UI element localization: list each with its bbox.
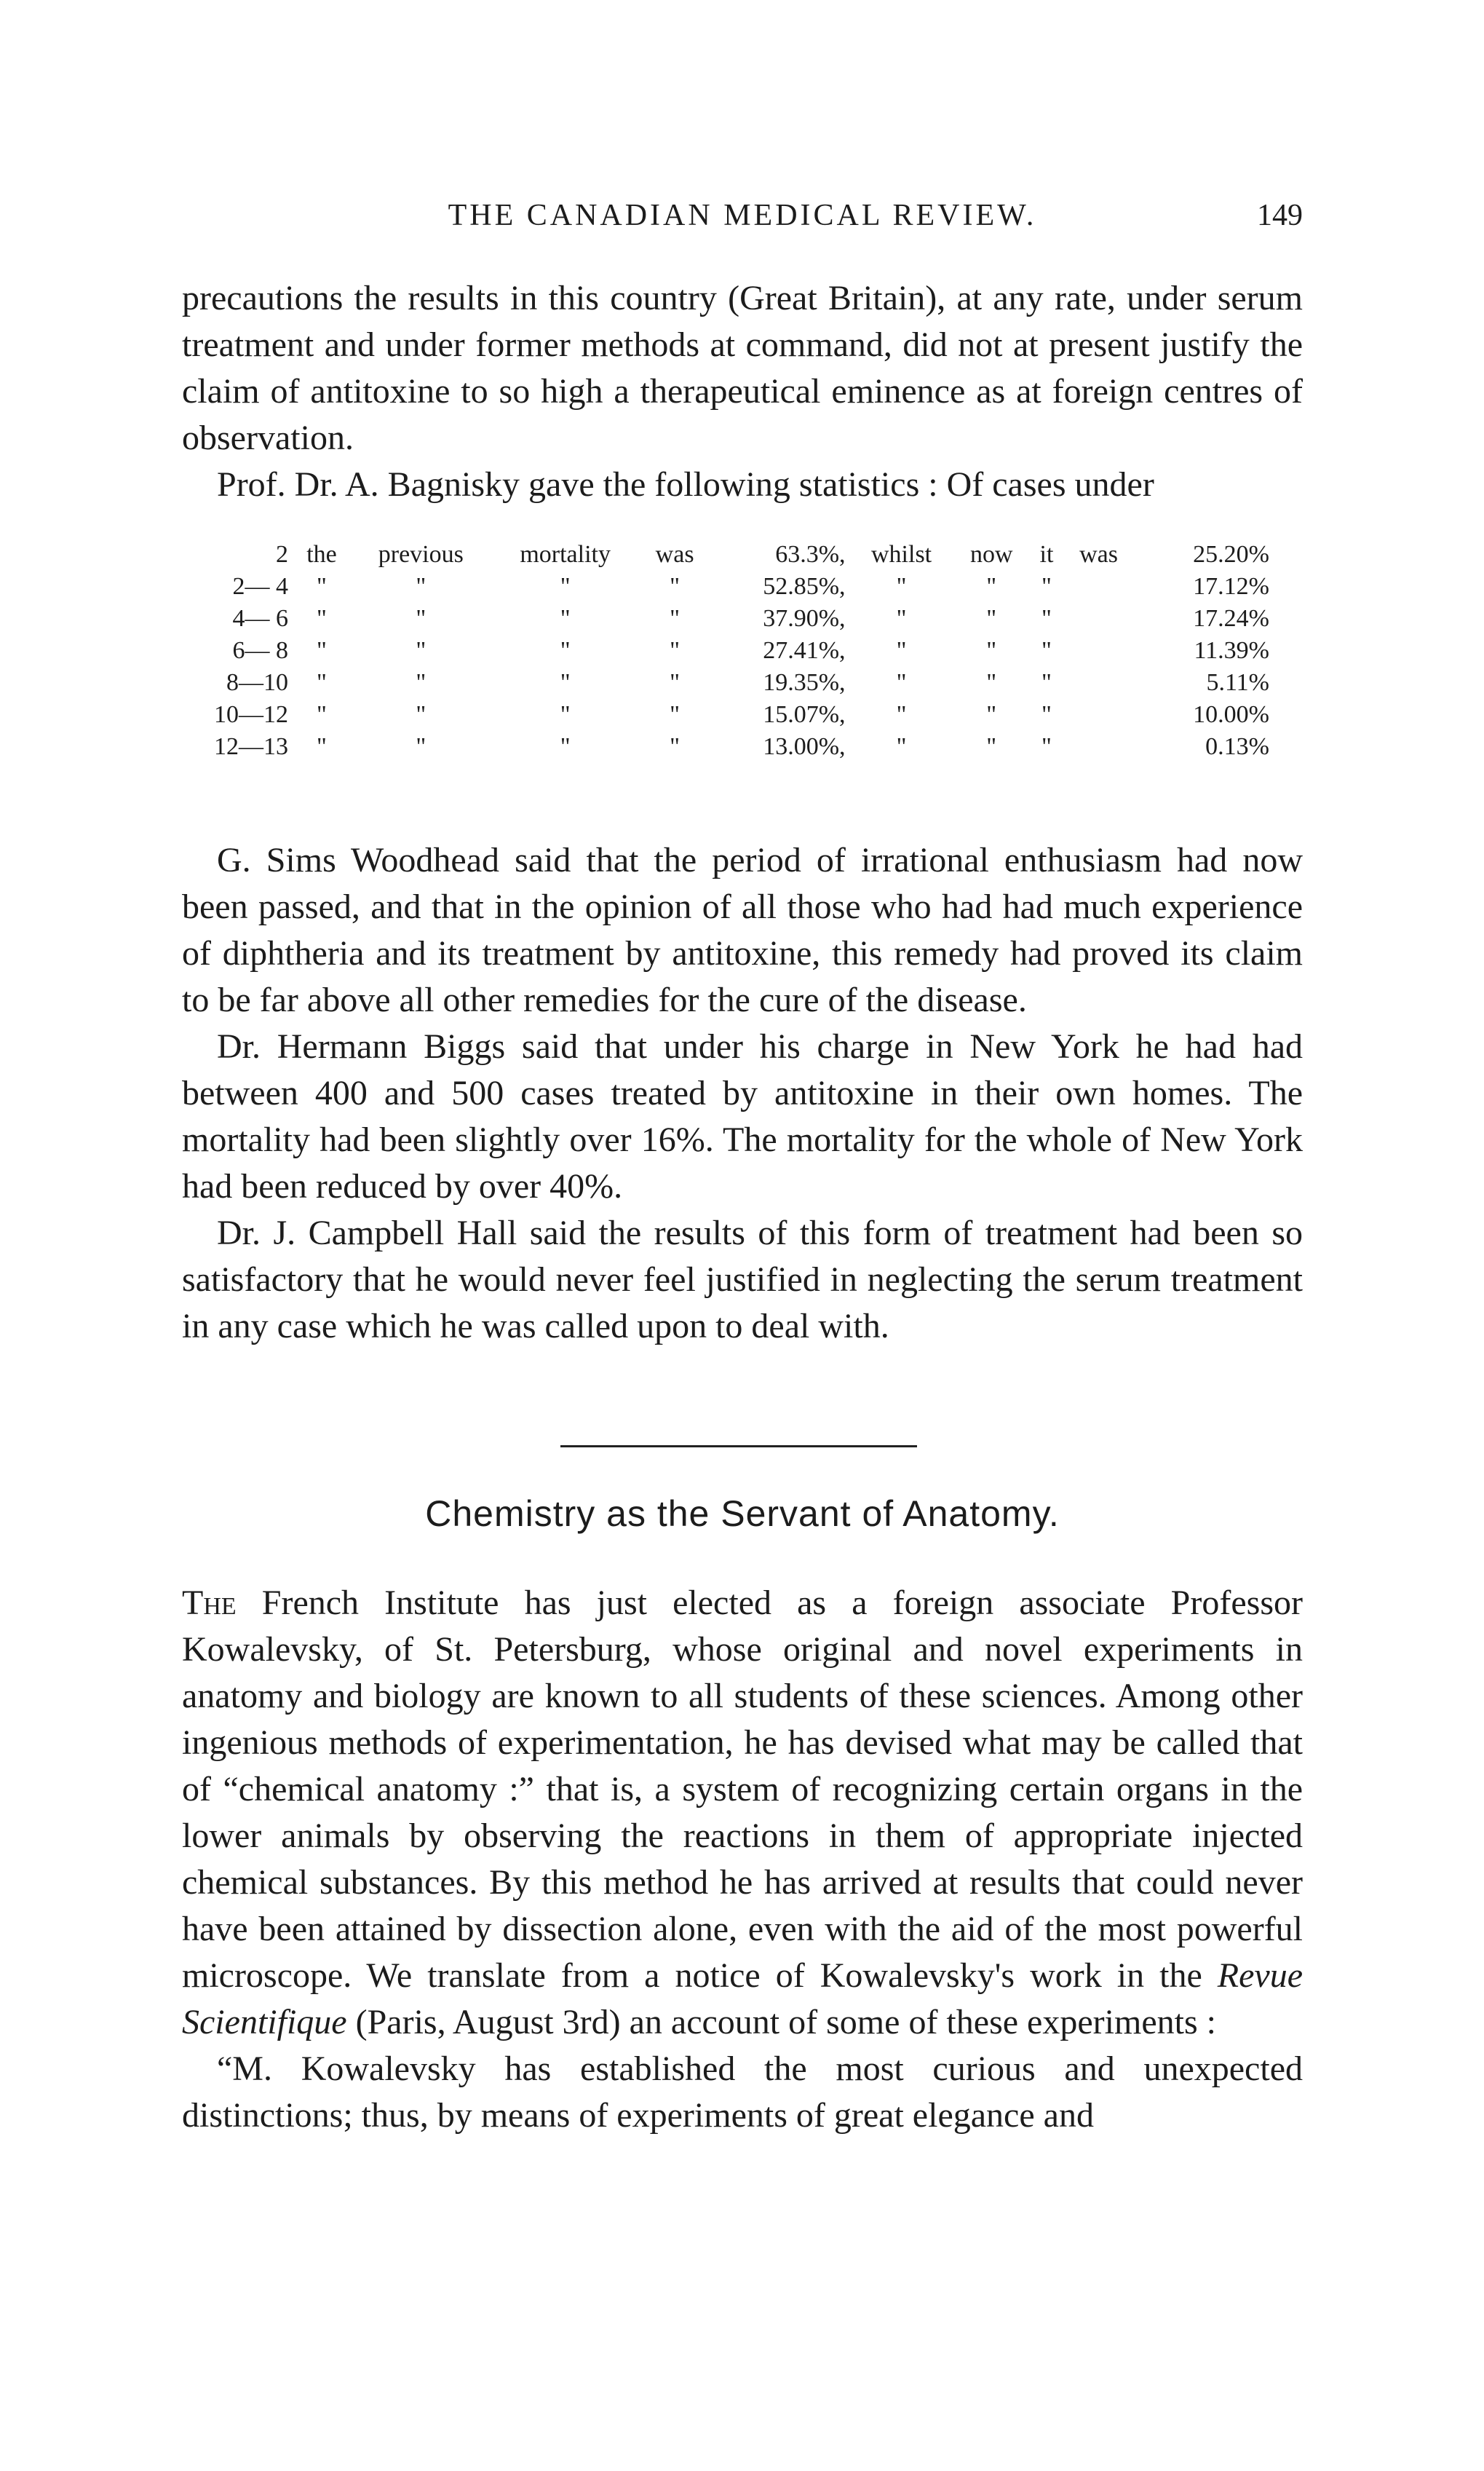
current-mortality-cell: 5.11%: [1206, 669, 1269, 696]
ditto-cell: ": [1041, 669, 1052, 696]
age-range-cell: 2: [276, 541, 288, 568]
ditto-cell: ": [670, 669, 681, 696]
ditto-cell: ": [896, 573, 907, 600]
ditto-cell: ": [560, 605, 571, 632]
paragraph-institute-text-b: (Paris, August 3rd) an account of some of these experiments :: [346, 2003, 1216, 2041]
intro-text: [182, 275, 1303, 508]
page-header: [182, 198, 1303, 242]
ditto-cell: ": [560, 701, 571, 728]
ditto-cell: [1063, 699, 1134, 731]
paragraph-institute: [182, 1580, 1303, 2046]
running-title: THE CANADIAN MEDICAL REVIEW.: [448, 199, 1037, 232]
ditto-cell: ": [896, 701, 907, 728]
previous-mortality-cell: 19.35%,: [763, 669, 846, 696]
ditto-cell: ": [670, 701, 681, 728]
page-number: 149: [1257, 199, 1303, 232]
current-mortality-cell: 0.13%: [1205, 733, 1269, 760]
ditto-cell: [1063, 667, 1134, 699]
ditto-cell: ": [416, 573, 426, 600]
previous-mortality-cell: 63.3%,: [775, 541, 846, 568]
ditto-cell: ": [416, 669, 426, 696]
ditto-cell: ": [416, 733, 426, 760]
ditto-cell: the: [306, 541, 337, 568]
current-mortality-cell: 25.20%: [1193, 541, 1269, 568]
ditto-cell: ": [986, 669, 997, 696]
ditto-cell: was: [1079, 541, 1118, 568]
ditto-cell: ": [317, 733, 327, 760]
age-range-cell: 8—10: [226, 669, 288, 696]
section-divider: [560, 1445, 917, 1447]
article-text: [182, 1580, 1303, 2139]
ditto-cell: ": [317, 573, 327, 600]
age-range-cell: 2— 4: [232, 573, 288, 600]
previous-mortality-cell: 15.07%,: [763, 701, 846, 728]
age-range-cell: 10—12: [214, 701, 288, 728]
age-range-cell: 4— 6: [232, 605, 288, 632]
ditto-cell: ": [560, 733, 571, 760]
ditto-cell: ": [986, 733, 997, 760]
ditto-cell: ": [896, 669, 907, 696]
paragraph-woodhead: G. Sims Woodhead said that the period of irrational enthusiasm had now been passed, and that in the opinion of all those who had had much experience of diphtheria and its treatment by antitoxine, this remedy had proved its claim to be far above all other remedies for the cure of the disease.: [182, 841, 1303, 1019]
stats-row: [197, 603, 1274, 635]
previous-mortality-cell: 37.90%,: [763, 605, 846, 632]
ditto-cell: ": [670, 637, 681, 664]
paragraph-hall: Dr. J. Campbell Hall said the results of this form of treatment had been so satisfactory that he would never feel justified in neglecting the serum treatment in any case which he was called upon to deal with.: [182, 1214, 1303, 1345]
ditto-cell: ": [986, 605, 997, 632]
ditto-cell: [1063, 571, 1134, 603]
ditto-cell: ": [317, 605, 327, 632]
paragraph-precautions: precautions the results in this country (Great Britain), at any rate, under serum treatment and under former methods at command, did not at present justify the claim of antitoxine to so high a therapeutical eminence as at foreign centres of observation.: [182, 279, 1303, 457]
previous-mortality-cell: 52.85%,: [763, 573, 846, 600]
ditto-cell: it: [1039, 541, 1054, 568]
stats-row: [197, 539, 1274, 571]
ditto-cell: ": [416, 605, 426, 632]
ditto-cell: ": [1041, 605, 1052, 632]
ditto-cell: ": [986, 573, 997, 600]
ditto-cell: previous: [378, 541, 464, 568]
paragraph-bagnisky: Prof. Dr. A. Bagnisky gave the following statistics : Of cases under: [217, 465, 1154, 504]
current-mortality-cell: 10.00%: [1193, 701, 1269, 728]
ditto-cell: ": [896, 605, 907, 632]
ditto-cell: ": [416, 637, 426, 664]
paragraph-institute-text-a: French Institute has just elected as a foreign associate Professor Kowalevsky, of St. Petersburg, whose original and novel experiments in anatomy and biology are known to all students of these sciences. Among other ingenious methods of experimentation, he has devised what may be called that of “chemical anatomy :” that is, a system of recognizing certain organs in the lower animals by observing the reactions in them of appropriate injected chemical substances. By this method he has arrived at results that could never have been attained by dissection alone, even with the aid of the most powerful microscope. We translate from a notice of Kowalevsky's work in the: [182, 1584, 1303, 1995]
mortality-statistics-table: [197, 539, 1274, 763]
ditto-cell: ": [317, 701, 327, 728]
ditto-cell: ": [1041, 573, 1052, 600]
stats-row: [197, 571, 1274, 603]
stats-row: [197, 699, 1274, 731]
ditto-cell: ": [670, 733, 681, 760]
ditto-cell: [1063, 731, 1134, 763]
paragraph-biggs: Dr. Hermann Biggs said that under his charge in New York he had had between 400 and 500 cases treated by antitoxine in their own homes. The mortality had been slightly over 16%. The mortality for the whole of New York had been reduced by over 40%.: [182, 1027, 1303, 1206]
previous-mortality-cell: 13.00%,: [763, 733, 846, 760]
stats-row: [197, 635, 1274, 667]
age-range-cell: 6— 8: [232, 637, 288, 664]
section-title: Chemistry as the Servant of Anatomy.: [425, 1493, 1060, 1534]
ditto-cell: mortality: [520, 541, 611, 568]
lead-word: The: [182, 1584, 237, 1622]
current-mortality-cell: 17.12%: [1193, 573, 1269, 600]
ditto-cell: ": [560, 573, 571, 600]
ditto-cell: ": [560, 637, 571, 664]
previous-mortality-cell: 27.41%,: [763, 637, 846, 664]
ditto-cell: ": [317, 637, 327, 664]
stats-row: [197, 731, 1274, 763]
current-mortality-cell: 11.39%: [1194, 637, 1269, 664]
ditto-cell: ": [317, 669, 327, 696]
ditto-cell: ": [986, 637, 997, 664]
ditto-cell: ": [416, 701, 426, 728]
ditto-cell: ": [1041, 637, 1052, 664]
ditto-cell: ": [670, 573, 681, 600]
ditto-cell: ": [986, 701, 997, 728]
stats-row: [197, 667, 1274, 699]
ditto-cell: ": [896, 733, 907, 760]
ditto-cell: was: [655, 541, 694, 568]
age-range-cell: 12—13: [214, 733, 288, 760]
ditto-cell: ": [896, 637, 907, 664]
ditto-cell: ": [1041, 733, 1052, 760]
ditto-cell: [1063, 635, 1134, 667]
ditto-cell: ": [560, 669, 571, 696]
ditto-cell: ": [670, 605, 681, 632]
journal-title: Revue Scientifique: [182, 1956, 1303, 2041]
ditto-cell: [1063, 603, 1134, 635]
ditto-cell: ": [1041, 701, 1052, 728]
current-mortality-cell: 17.24%: [1193, 605, 1269, 632]
ditto-cell: now: [969, 541, 1013, 568]
ditto-cell: whilst: [871, 541, 932, 568]
discussion-text: [182, 837, 1303, 1350]
paragraph-kowalevsky-quote: “M. Kowalevsky has established the most curious and unexpected distinctions; thus, by means of experiments of great elegance and: [182, 2049, 1303, 2135]
